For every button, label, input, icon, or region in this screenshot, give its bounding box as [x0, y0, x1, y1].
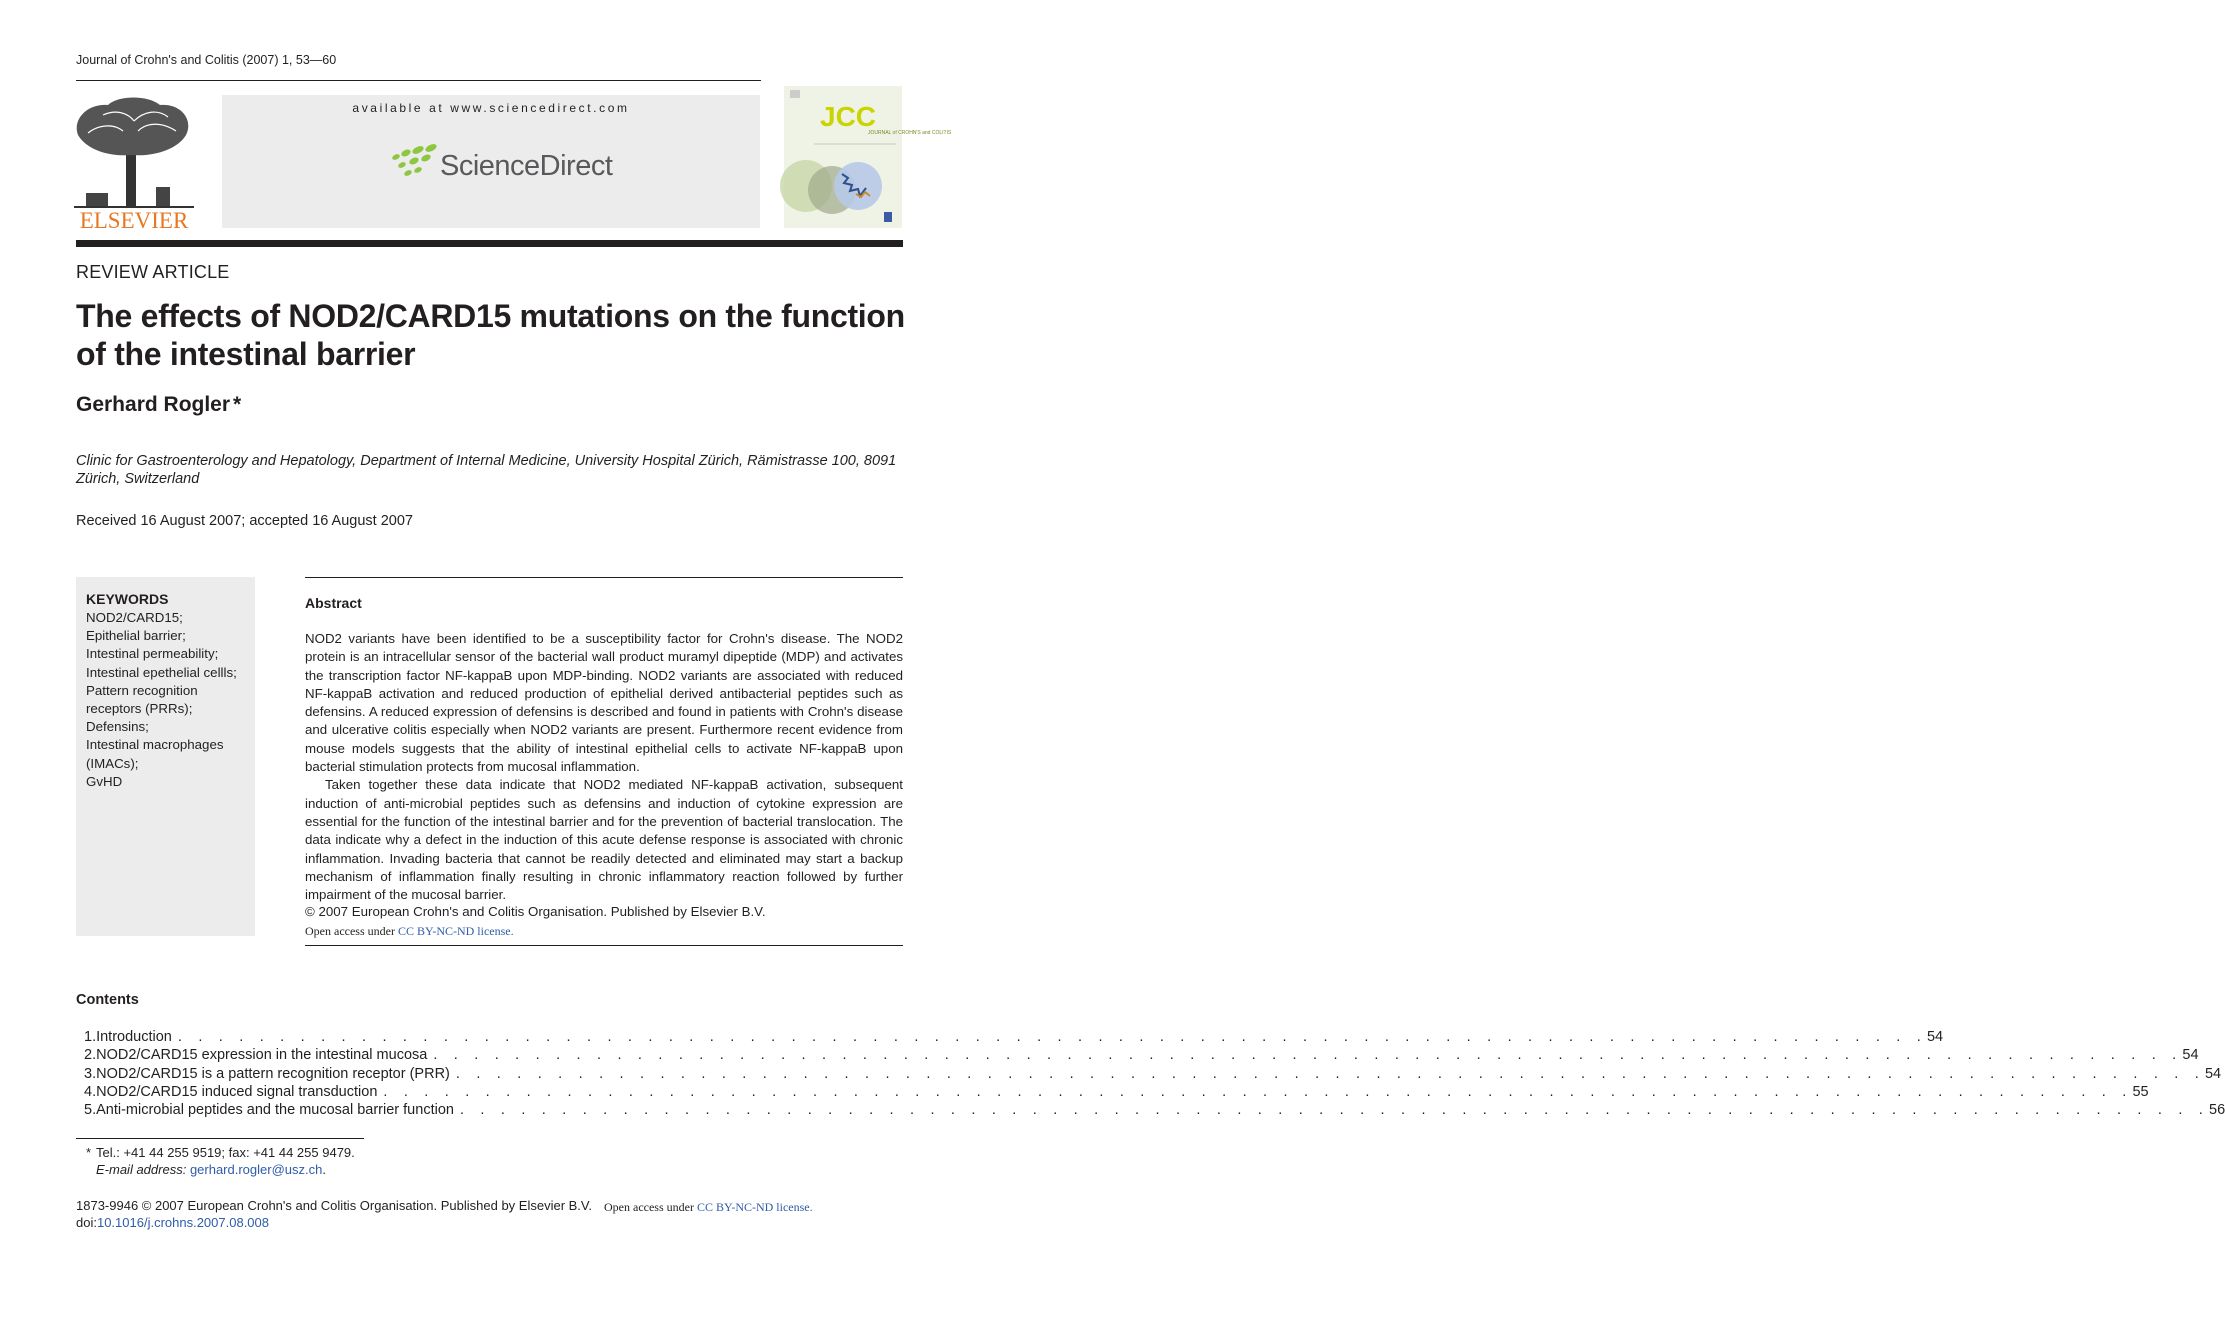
keywords-list	[86, 609, 251, 791]
received-dates: Received 16 August 2007; accepted 16 August 2007	[76, 513, 413, 529]
footnote-rule	[76, 1138, 364, 1139]
contents-heading: Contents	[76, 992, 139, 1008]
email-end: .	[322, 1162, 326, 1177]
toc-leader: . . . . . . . . . . . . . . . . . . . . . . . . . . . . . . . . . . . . . . . . . . . . . . . . . . . . . . . . . . . . . . . . . . . . . . . . . . . . . . . . . . . . . .	[177, 1029, 1927, 1045]
sciencedirect-leaves-icon	[388, 143, 440, 181]
toc-page: 54	[2182, 1047, 2199, 1064]
doi-label: doi:	[76, 1215, 97, 1230]
abstract-open-access	[305, 924, 514, 939]
abstract-body	[305, 630, 903, 904]
footnote-tel-fax: Tel.: +41 44 255 9519; fax: +41 44 255 9479.	[96, 1145, 355, 1160]
toc-title[interactable]: NOD2/CARD15 induced signal transduction	[96, 1083, 378, 1100]
toc-leader: . . . . . . . . . . . . . . . . . . . . . . . . . . . . . . . . . . . . . . . . . . . . . . . . . . . . . . . . . . . . . . . . . . . . . . . . . . . . . . . . . . . . . .	[433, 1047, 2183, 1064]
elsevier-tree-icon	[68, 95, 200, 233]
author-footnote-mark[interactable]: *	[233, 393, 242, 416]
toc-entry[interactable]	[76, 1047, 2199, 1065]
toc-entry[interactable]	[76, 1029, 1944, 1047]
cover-title: JCC	[820, 101, 877, 132]
journal-citation: Journal of Crohn's and Colitis (2007) 1, 53—60	[76, 53, 337, 67]
article-title: The effects of NOD2/CARD15 mutations on the function of the intestinal barrier	[76, 298, 905, 372]
toc-title[interactable]: NOD2/CARD15 expression in the intestinal mucosa	[96, 1047, 428, 1064]
toc-entry[interactable]	[76, 1102, 2225, 1120]
journal-cover[interactable]	[784, 86, 952, 228]
header-rule	[76, 80, 761, 81]
abstract-rule-bottom	[305, 945, 903, 946]
doi-link[interactable]: 10.1016/j.crohns.2007.08.008	[96, 1215, 269, 1230]
author-name-text: Gerhard Rogler	[76, 393, 231, 416]
elsevier-logo[interactable]	[68, 95, 200, 233]
open-access-prefix: Open access under	[305, 924, 395, 938]
toc-page: 54	[2204, 1065, 2222, 1082]
abstract-paragraph: Taken together these data indicate that NOD2 mediated NF-kappaB activation, subsequent induction of anti-microbial peptides such as defensins and induction of cytokine expression are essential for the function of the intestinal barrier and for the prevention of bacterial translocation. The data indicate why a defect in the induction of this acute defense response is associated with chronic inflammation. Invading bacteria that cannot be readily detected and eliminated may start a backup mechanism of inflammation finally resulting in chronic inflammatory reaction followed by further impairment of the mucosal barrier.	[305, 777, 903, 903]
toc-number: 4.	[84, 1083, 97, 1100]
sciencedirect-banner[interactable]	[222, 95, 760, 228]
keyword-item: Intestinal permeability;	[86, 646, 219, 662]
keywords-heading: KEYWORDS	[86, 591, 169, 607]
abstract-paragraph: NOD2 variants have been identified to be a susceptibility factor for Crohn's disease. The NOD2 protein is an intracellular sensor of the bacterial wall product muramyl dipeptide (MDP) and activates the transcription factor NF-kappaB upon MDP-binding. NOD2 variants are associated with reduced NF-kappaB activation and reduced production of epithelial derived antibacterial peptides such as defensins. A reduced expression of defensins is described and found in patients with Crohn's disease and ulcerative colitis especially when NOD2 variants are present. Furthermore recent evidence from mouse models suggests that the ability of intestinal epithelial cells to activate NF-kappaB upon bacterial stimulation protects from mucosal inflammation.	[305, 631, 903, 775]
toc-number: 5.	[84, 1102, 97, 1119]
issn-line: 1873-9946 © 2007 European Crohn's and Colitis Organisation. Published by Elsevier B.V.	[76, 1198, 593, 1213]
toc-title[interactable]: Anti-microbial peptides and the mucosal barrier function	[96, 1102, 454, 1119]
email-link[interactable]: gerhard.rogler@usz.ch	[189, 1162, 323, 1177]
doi-line	[76, 1215, 269, 1230]
table-of-contents	[76, 1029, 2225, 1120]
toc-title[interactable]: Introduction	[96, 1029, 172, 1045]
footnote-email	[96, 1162, 326, 1177]
abstract-copyright: © 2007 European Crohn's and Colitis Organisation. Published by Elsevier B.V.	[305, 904, 766, 919]
toc-number: 1.	[84, 1029, 97, 1045]
footer-open-access	[604, 1200, 813, 1215]
license-link[interactable]: CC BY-NC-ND license.	[696, 1200, 813, 1214]
license-link[interactable]: CC BY-NC-ND license.	[397, 924, 514, 938]
abstract-heading: Abstract	[305, 595, 362, 611]
email-label: E-mail address:	[96, 1162, 187, 1177]
header-bar	[76, 240, 903, 247]
abstract-rule-top	[305, 577, 903, 578]
toc-title[interactable]: NOD2/CARD15 is a pattern recognition receptor (PRR)	[96, 1065, 450, 1082]
sciencedirect-name: ScienceDirect	[440, 150, 613, 182]
article-type: REVIEW ARTICLE	[76, 262, 230, 282]
toc-leader: . . . . . . . . . . . . . . . . . . . . . . . . . . . . . . . . . . . . . . . . . . . . . . . . . . . . . . . . . . . . . . . . . . . . . . . . . . . . . . . . . . . . . .	[455, 1065, 2205, 1082]
affiliation: Clinic for Gastroenterology and Hepatology, Department of Internal Medicine, University Hospital Zürich, Rämistrasse 100, 8091 Zürich, Switzerland	[76, 453, 897, 487]
keyword-item: Intestinal epethelial cellls;	[86, 664, 237, 680]
toc-page: 54	[1926, 1029, 1944, 1045]
open-access-prefix: Open access under	[604, 1200, 694, 1214]
keyword-item: GvHD	[86, 773, 123, 789]
toc-entry[interactable]	[76, 1065, 2222, 1084]
toc-leader: . . . . . . . . . . . . . . . . . . . . . . . . . . . . . . . . . . . . . . . . . . . . . . . . . . . . . . . . . . . . . . . . . . . . . . . . . . . . . . . . . . . . . .	[383, 1083, 2133, 1100]
keyword-item: Defensins;	[86, 719, 149, 735]
footnote-mark: *	[86, 1145, 92, 1160]
keyword-item: Pattern recognition receptors (PRRs);	[86, 682, 198, 717]
available-at-text: available at www.sciencedirect.com	[352, 101, 630, 115]
toc-number: 3.	[84, 1065, 97, 1082]
cover-art-icon	[784, 86, 952, 228]
cover-subtitle: JOURNAL of CROHN'S and COLITIS	[868, 130, 952, 136]
keywords-box	[76, 577, 255, 936]
author-name[interactable]	[76, 393, 241, 417]
elsevier-wordmark: ELSEVIER	[79, 208, 189, 233]
toc-number: 2.	[84, 1047, 97, 1064]
toc-leader: . . . . . . . . . . . . . . . . . . . . . . . . . . . . . . . . . . . . . . . . . . . . . . . . . . . . . . . . . . . . . . . . . . . . . . . . . . . . . . . . . . . . . .	[459, 1102, 2210, 1119]
toc-entry[interactable]	[76, 1083, 2149, 1102]
keyword-item: Epithelial barrier;	[86, 628, 186, 644]
toc-page: 55	[2132, 1083, 2149, 1100]
keyword-item: Intestinal macrophages (IMACs);	[86, 737, 224, 771]
keyword-item: NOD2/CARD15;	[86, 610, 183, 625]
toc-page: 56	[2209, 1102, 2225, 1119]
